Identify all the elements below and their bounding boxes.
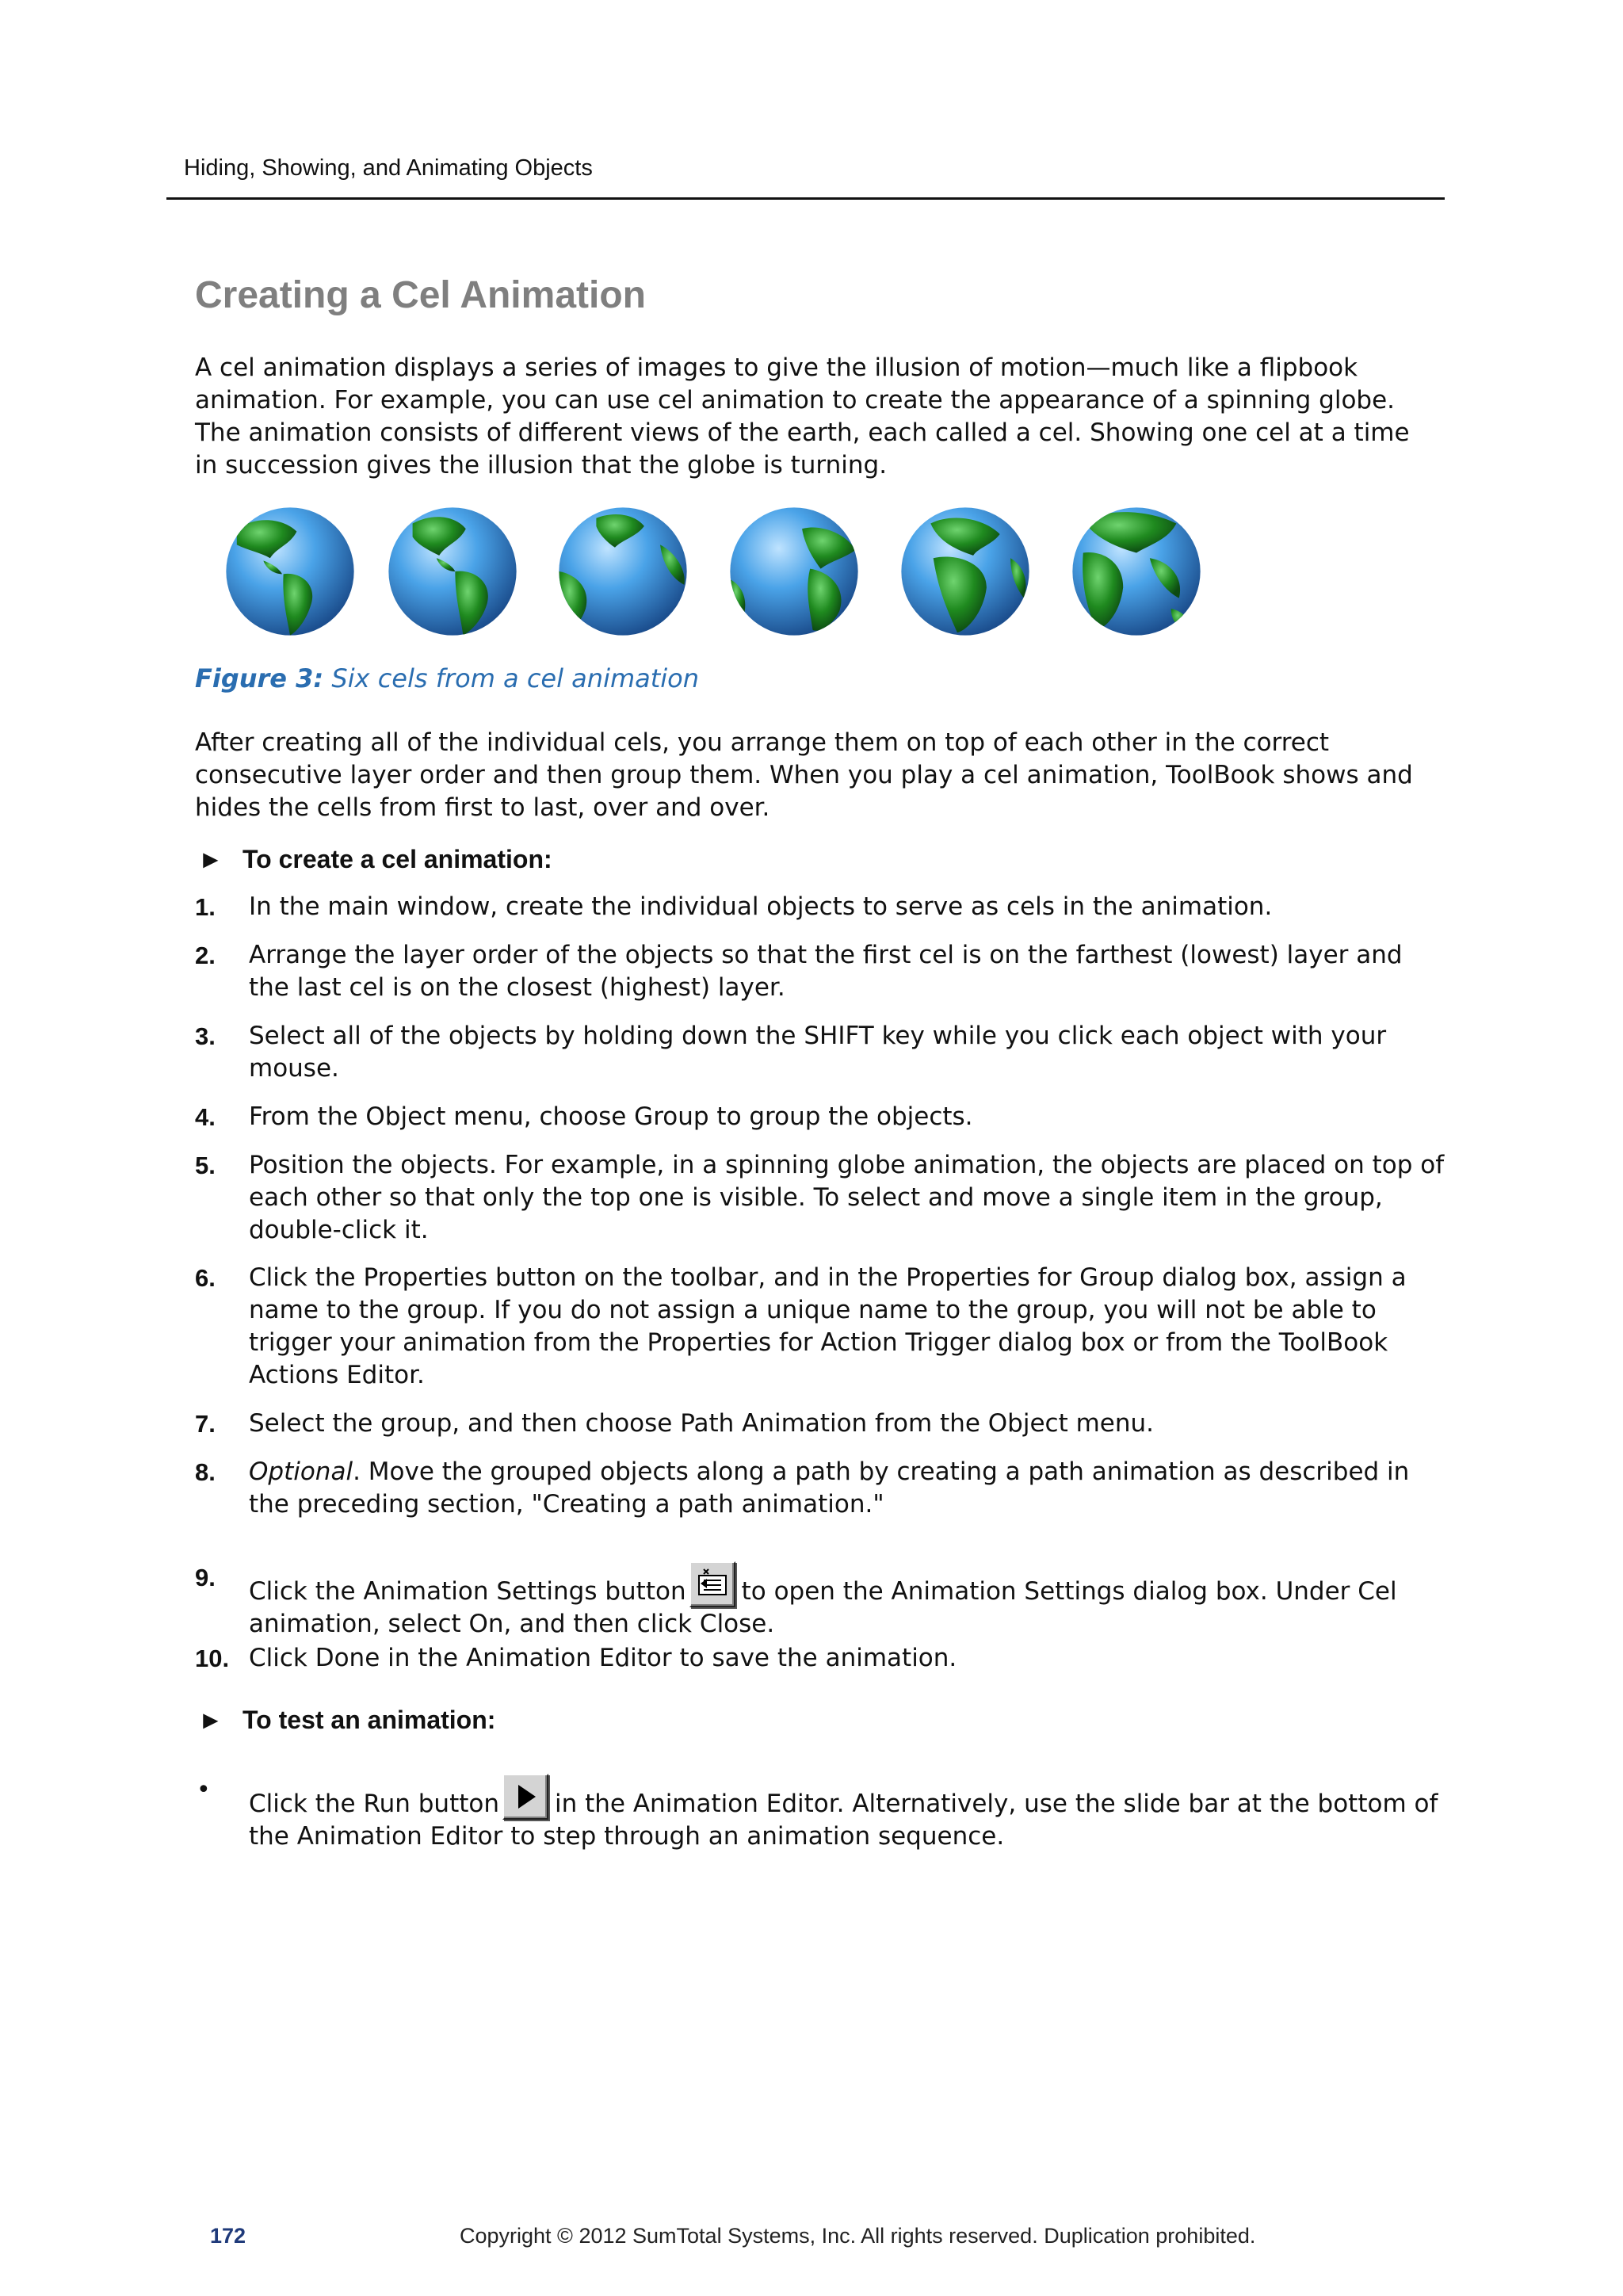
section-title: Creating a Cel Animation [195, 274, 646, 316]
step-text: Select the group, and then choose Path Animation from the Object menu. [249, 1409, 1155, 1438]
step-number: 10. [195, 1645, 230, 1672]
bullet-text-before: Click the Run button [249, 1790, 499, 1818]
step-text: Position the objects. For example, in a spinning globe animation, the objects are placed on top of each other so that only the top one is visible. To select and move a single item in the group, double-click it. [249, 1151, 1445, 1244]
globe-cel-5 [899, 504, 1032, 639]
arrow-icon: ► [198, 1706, 223, 1734]
page-number: 172 [210, 2224, 246, 2248]
procedure-heading-create [198, 845, 552, 874]
figure-label: Figure 3: [195, 663, 324, 693]
step-number: 3. [195, 1022, 216, 1050]
globe-cel-6 [1070, 504, 1203, 639]
step-text: Arrange the layer order of the objects so that the first cel is on the farthest (lowest) layer and the last cel is on the closest (highest) layer. [249, 941, 1403, 1002]
procedure-heading-text: To create a cel animation: [242, 845, 552, 873]
running-header: Hiding, Showing, and Animating Objects [184, 155, 593, 181]
header-rule [166, 197, 1445, 200]
run-button[interactable] [502, 1774, 548, 1820]
step-number: 8. [195, 1458, 216, 1486]
step-number: 6. [195, 1264, 216, 1292]
step-text: In the main window, create the individual objects to serve as cels in the animation. [249, 892, 1273, 921]
step-text: Click the Properties button on the toolbar, and in the Properties for Group dialog box, assign a name to the group. If you do not assign a unique name to the group, you will not be able to trigger your animation from the Properties for Action Trigger dialog box or from the ToolBook Actions Editor. [249, 1263, 1407, 1389]
figure-caption [195, 663, 699, 693]
step-number: 1. [195, 893, 216, 921]
step-number: 9. [195, 1564, 216, 1591]
step-text: Select all of the objects by holding down the SHIFT key while you click each object with your mouse. [249, 1022, 1387, 1083]
globe-cel-1 [223, 504, 357, 639]
bullet-text-after: in the Animation Editor. Alternatively, use the slide bar at the bottom of the Animation Editor to step through an animation sequence. [249, 1790, 1438, 1851]
animation-settings-button[interactable] [689, 1561, 735, 1607]
bullet-icon: • [197, 1776, 211, 1804]
globe-cel-4 [727, 504, 861, 639]
step-number: 4. [195, 1103, 216, 1131]
globe-cel-2 [386, 504, 519, 639]
figure-caption-text: Six cels from a cel animation [323, 663, 700, 693]
globe-figure [223, 504, 1222, 643]
arrow-icon: ► [198, 845, 223, 873]
after-figure-paragraph: After creating all of the individual cels, you arrange them on top of each other in the correct consecutive layer order and then group them. When you play a cel animation, ToolBook shows and hides the cells from first to last, over and over. [195, 728, 1413, 822]
globe-cel-3 [556, 504, 689, 639]
step-text [249, 1561, 1445, 1641]
step-number: 2. [195, 942, 216, 969]
bullet-text [249, 1774, 1445, 1853]
step-9-text-after: to open the Animation Settings dialog box. Under Cel animation, select On, and then click Close. [249, 1577, 1397, 1638]
copyright-notice: Copyright © 2012 SumTotal Systems, Inc. All rights reserved. Duplication prohibited. [460, 2224, 1256, 2248]
step-8-text: . Move the grouped objects along a path by creating a path animation as described in the preceding section, "Creating a path animation." [249, 1457, 1410, 1519]
optional-label: Optional [249, 1457, 353, 1486]
animation-settings-icon [691, 1563, 734, 1606]
step-text: From the Object menu, choose Group to group the objects. [249, 1102, 973, 1131]
play-icon [504, 1775, 547, 1818]
intro-paragraph: A cel animation displays a series of images to give the illusion of motion—much like a flipbook animation. For example, you can use cel animation to create the appearance of a spinning globe. The animation consists of different views of the earth, each called a cel. Showing one cel at a time in succession gives the illusion that the globe is turning. [195, 353, 1410, 479]
procedure-heading-test [198, 1706, 495, 1735]
step-number: 7. [195, 1410, 216, 1438]
procedure-heading-text: To test an animation: [242, 1706, 496, 1734]
step-text: Click Done in the Animation Editor to save the animation. [249, 1644, 957, 1672]
step-9-text-before: Click the Animation Settings button [249, 1577, 686, 1606]
step-number: 5. [195, 1152, 216, 1179]
step-text [249, 1456, 1445, 1521]
